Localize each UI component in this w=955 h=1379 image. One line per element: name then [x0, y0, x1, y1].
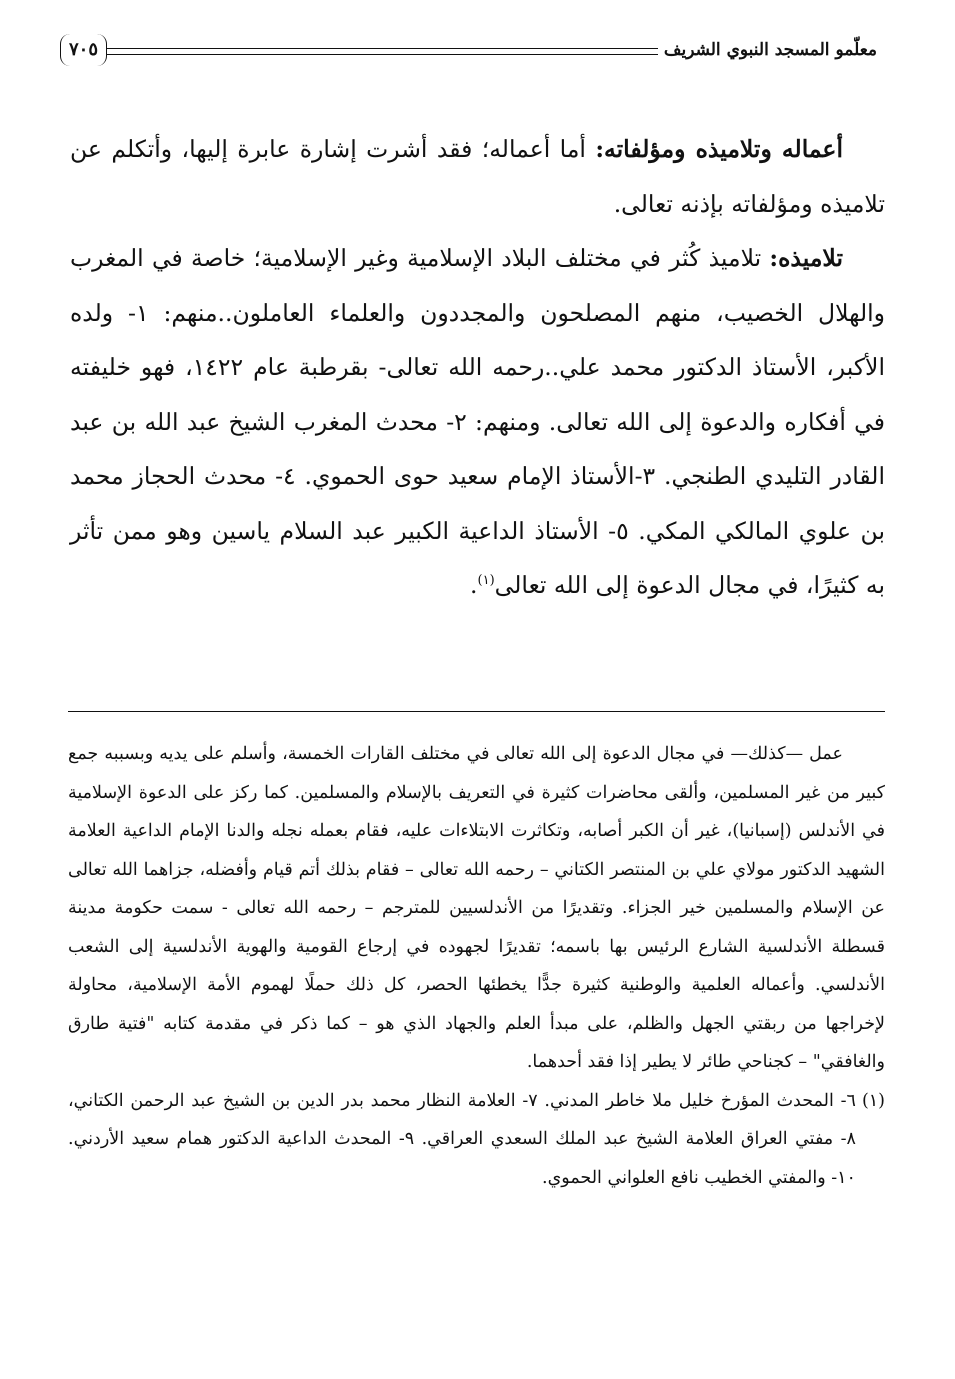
paragraph-works-heading: أعماله وتلاميذه ومؤلفاته: [595, 135, 843, 163]
running-header [60, 30, 877, 70]
footnote-1-text: ٦- المحدث المؤرخ خليل ملا خاطر المدني. ٧- العلامة النظار محمد بدر الدين بن الشيخ عبد الرحمن الكتاني، ٨- مفتي العراق العلامة الشيخ عبد الملك السعدي العراقي. ٩- المحدث الداعية الدكتور همام سعيد الأردني. ١٠- والمفتي الخطيب نافع العلواني الحموي. [68, 1090, 856, 1188]
footnote-1-marker: (١) [861, 1090, 885, 1111]
paragraph-works-text: أما أعماله؛ فقد أشرت إشارة عابرة إليها، وأتكلم عن تلاميذه ومؤلفاته بإذنه تعالى. [70, 135, 885, 218]
footnotes [68, 735, 885, 1197]
footnote-reference[interactable]: (١) [477, 573, 495, 589]
header-title: معلّمو المسجد النبوي الشريف [663, 40, 877, 60]
paragraph-students [70, 231, 885, 613]
paragraph-works [70, 122, 885, 231]
footnote-separator [68, 711, 885, 712]
page-number: ٧٠٥ [60, 34, 107, 66]
header-rule [107, 48, 658, 55]
paragraph-students-text: تلاميذ كُثر في مختلف البلاد الإسلامية وغير الإسلامية؛ خاصة في المغرب والهلال الخصيب، منهم المصلحون والمجددون والعلماء العاملون..منهم: ١- ولده الأكبر، الأستاذ الدكتور محمد علي..رحمه الله تعالى- بقرطبة عام ١٤٢٢، فهو خليفته في أفكاره والدعوة إلى الله تعالى. ومنهم: ٢- محدث المغرب الشيخ عبد الله بن عبد القادر التليدي الطنجي. ٣-الأستاذ الإمام سعيد حوى الحموي. ٤- محدث الحجاز محمد بن علوي المالكي المكي. ٥- الأستاذ الداعية الكبير عبد السلام ياسين وهو ممن تأثر به كثيرًا، في مجال الدعوة إلى الله تعالى [70, 244, 885, 599]
main-text [70, 122, 885, 613]
footnote-1 [68, 1082, 885, 1198]
footnote-continuation: عمل —كذلك— في مجال الدعوة إلى الله تعالى في مختلف القارات الخمسة، وأسلم على يديه وبسببه جمع كبير من غير المسلمين، وألقى محاضرات كثيرة في التعريف بالإسلام والمسلمين. كما ركز على الدعوة الإسلامية في الأندلس (إسبانيا)، غير أن الكبر أصابه، وتكاثرت الابتلاءات عليه، فقام بعمله نجله والدنا الإمام الداعية العلامة الشهيد الدكتور مولاي علي بن المنتصر الكتاني – رحمه الله تعالى – فقام بذلك أتم قيام وأفضله، جزاهما الله تعالى عن الإسلام والمسلمين خير الجزاء. وتقديرًا من الأندلسيين للمترجم – رحمه الله تعالى - سمت حكومة مدينة قسطلة الأندلسية الشارع الرئيس بها باسمه؛ تقديرًا لجهوده في إرجاع القومية والهوية الأندلسية إلى الشعب الأندلسي. وأعماله العلمية والوطنية كثيرة جدًّا يخطئها الحصر، كل ذلك حملًا لهموم الأمة الإسلامية، محاولة لإخراجها من ربقتي الجهل والظلم، على مبدأ العلم والجهاد الذي هو – كما ذكر في مقدمة كتابه "فتية طارق والغافقي" – كجناحي طائر لا يطير إذا فقد أحدهما. [68, 744, 885, 1072]
paragraph-students-end: . [470, 571, 478, 599]
paragraph-students-heading: تلاميذه: [769, 244, 843, 272]
